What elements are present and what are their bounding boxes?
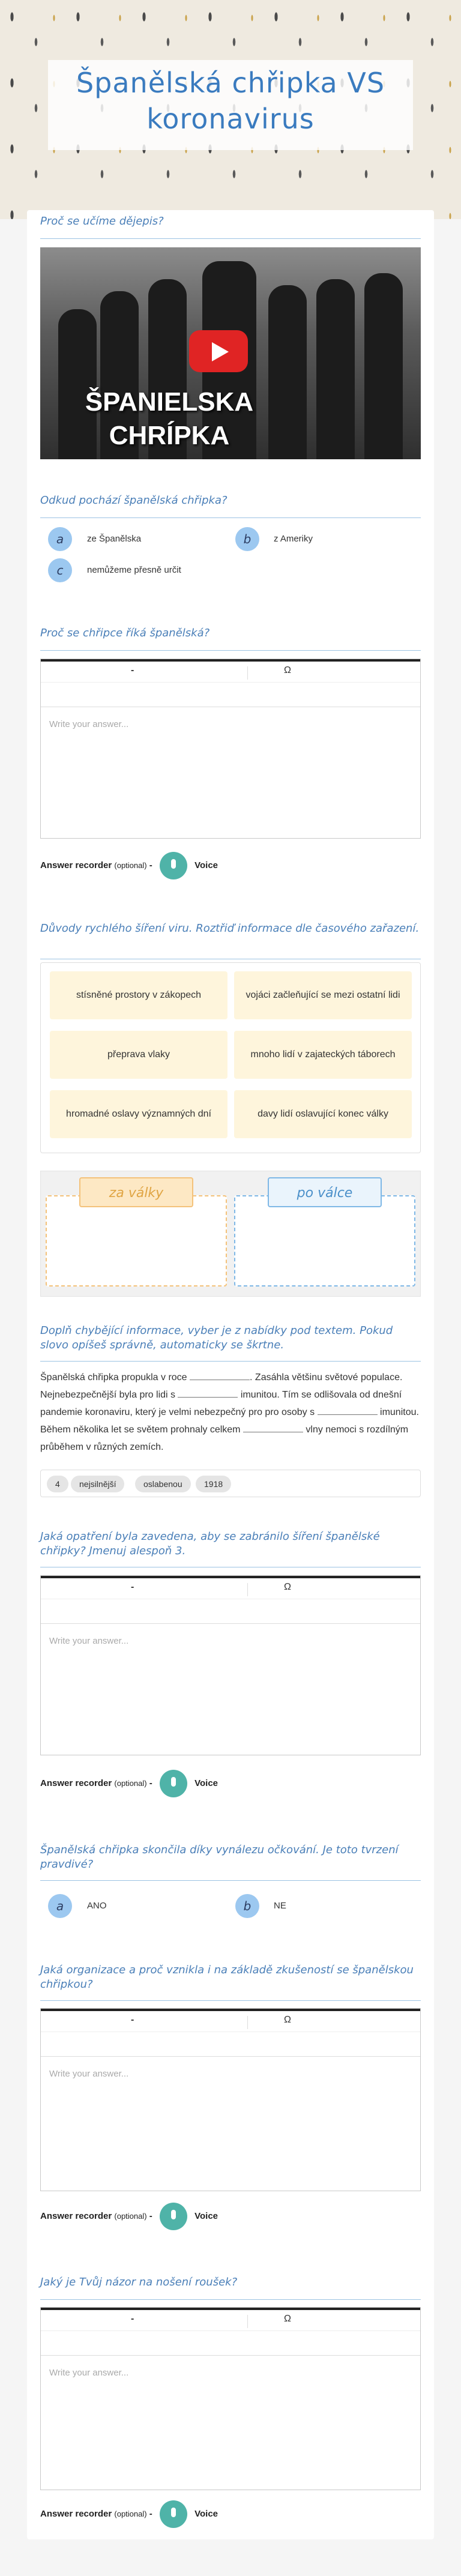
cloze-blank-input[interactable] — [318, 1405, 378, 1415]
voice-label[interactable]: Voice — [194, 1778, 218, 1788]
recorder-optional: (optional) — [114, 1779, 147, 1788]
recorder-optional: (optional) — [114, 861, 147, 870]
sort-card[interactable]: stísněné prostory v zákopech — [50, 971, 227, 1019]
video-figure — [268, 285, 307, 459]
option-bubble-c[interactable]: c — [48, 558, 72, 582]
toolbar-separator — [247, 2016, 248, 2029]
cloze-part: imunitou. Tím se odlišovala od dnešní pandemie koronaviru, který je velmi nebezpečný pro pro osoby s — [40, 1390, 402, 1417]
toolbar-divider — [41, 682, 420, 683]
sort-card[interactable]: hromadné oslavy významných dní — [50, 1090, 227, 1138]
word-token[interactable]: 1918 — [196, 1476, 231, 1492]
format-tool-button[interactable]: - — [131, 665, 134, 675]
cloze-part: vlny nemoci s rozdílným průběhem v různých zemích. — [40, 1425, 409, 1452]
word-bank — [40, 1470, 421, 1497]
answer-recorder — [40, 1770, 218, 1797]
editor-toolbar — [41, 2308, 420, 2356]
answer-editor[interactable] — [40, 659, 421, 839]
question-divider — [40, 2000, 421, 2001]
option-bubble-b[interactable]: b — [235, 527, 259, 551]
recorder-label: Answer recorder — [40, 1778, 112, 1788]
format-tool-button[interactable]: - — [131, 1582, 134, 1592]
toolbar-divider — [41, 2330, 420, 2331]
voice-label[interactable]: Voice — [194, 2509, 218, 2519]
question-divider — [40, 1880, 421, 1881]
question-title-2: Odkud pochází španělská chřipka? — [40, 494, 227, 507]
format-tool-button[interactable]: - — [131, 2015, 134, 2025]
toolbar-separator — [247, 666, 248, 680]
answer-editor[interactable] — [40, 2307, 421, 2490]
option-bubble-a[interactable]: a — [48, 1894, 72, 1918]
question-title-1: Proč se učíme dějepis? — [40, 215, 164, 228]
question-title-5: Doplň chybějící informace, vyber je z nabídky pod textem. Pokud slovo opíšeš správně, automaticky se škrtne. — [40, 1324, 393, 1351]
word-token[interactable]: 4 — [47, 1476, 68, 1492]
answer-placeholder: Write your answer... — [49, 2069, 129, 2079]
sorting-buckets — [40, 1171, 421, 1297]
question-divider — [40, 2299, 421, 2300]
option-text-b[interactable]: z Ameriky — [274, 534, 313, 544]
recorder-dash: - — [149, 860, 152, 870]
recorder-dash: - — [149, 1778, 152, 1788]
recorder-optional: (optional) — [114, 2212, 147, 2221]
bucket-after-war[interactable] — [234, 1195, 415, 1286]
play-button-icon[interactable] — [189, 330, 248, 372]
question-title-6: Jaká opatření byla zavedena, aby se zabránilo šíření španělské chřipky? Jmenuj alespoň 3. — [40, 1530, 380, 1557]
answer-editor[interactable] — [40, 1575, 421, 1755]
bucket-label-after: po válce — [268, 1177, 382, 1207]
sort-card[interactable]: mnoho lidí v zajateckých táborech — [234, 1031, 412, 1079]
special-character-icon[interactable]: Ω — [284, 665, 291, 675]
voice-label[interactable]: Voice — [194, 2211, 218, 2221]
question-title-9: Jaký je Tvůj názor na nošení roušek? — [40, 2276, 238, 2288]
option-text-b[interactable]: NE — [274, 1901, 286, 1911]
option-text-a[interactable]: ze Španělska — [87, 534, 142, 544]
cloze-blank-input[interactable] — [243, 1423, 303, 1432]
microphone-icon[interactable] — [160, 2500, 187, 2528]
question-title-7: Španělská chřipka skončila díky vynálezu očkování. Je toto tvrzení pravdivé? — [40, 1844, 399, 1871]
cloze-part: Španělská chřipka propukla v roce — [40, 1372, 190, 1383]
video-figure — [364, 273, 403, 459]
cloze-text — [40, 1369, 421, 1456]
recorder-label: Answer recorder — [40, 860, 112, 870]
microphone-icon[interactable] — [160, 852, 187, 879]
option-text-a[interactable]: ANO — [87, 1901, 107, 1911]
recorder-label: Answer recorder — [40, 2509, 112, 2519]
microphone-icon[interactable] — [160, 1770, 187, 1797]
page-title: Španělská chřipka VS koronavirus — [76, 67, 385, 135]
video-player[interactable] — [40, 247, 421, 459]
bucket-during-war[interactable] — [46, 1195, 227, 1286]
sort-card[interactable]: přeprava vlaky — [50, 1031, 227, 1079]
option-bubble-a[interactable]: a — [48, 527, 72, 551]
recorder-optional: (optional) — [114, 2509, 147, 2518]
bucket-label-war: za války — [79, 1177, 193, 1207]
question-title-3: Proč se chřipce říká španělská? — [40, 627, 210, 639]
answer-placeholder: Write your answer... — [49, 2368, 129, 2378]
special-character-icon[interactable]: Ω — [284, 2314, 291, 2324]
answer-placeholder: Write your answer... — [49, 1636, 129, 1646]
editor-toolbar — [41, 2009, 420, 2057]
editor-toolbar — [41, 659, 420, 707]
header-banner — [0, 0, 461, 219]
question-divider — [40, 650, 421, 651]
microphone-icon[interactable] — [160, 2203, 187, 2230]
answer-recorder — [40, 2203, 218, 2230]
sorting-card-pool — [40, 962, 421, 1153]
answer-editor[interactable] — [40, 2008, 421, 2191]
format-tool-button[interactable]: - — [131, 2314, 134, 2324]
word-token[interactable]: nejsilnější — [71, 1476, 124, 1492]
toolbar-separator — [247, 1583, 248, 1596]
special-character-icon[interactable]: Ω — [284, 1582, 291, 1592]
recorder-dash: - — [149, 2211, 152, 2221]
answer-recorder — [40, 852, 218, 879]
voice-label[interactable]: Voice — [194, 860, 218, 870]
question-divider — [40, 238, 421, 239]
toolbar-separator — [247, 2315, 248, 2328]
special-character-icon[interactable]: Ω — [284, 2015, 291, 2025]
answer-placeholder: Write your answer... — [49, 719, 129, 729]
editor-toolbar — [41, 1576, 420, 1624]
question-title-8: Jaká organizace a proč vznikla i na základě zkušeností se španělskou chřipkou? — [40, 1964, 414, 1991]
sort-card[interactable]: davy lidí oslavující konec války — [234, 1090, 412, 1138]
video-figure — [316, 279, 355, 459]
video-caption: ŠPANIELSKA CHRÍPKA — [85, 387, 254, 450]
sort-card[interactable]: vojáci začleňující se mezi ostatní lidi — [234, 971, 412, 1019]
word-token[interactable]: oslabenou — [135, 1476, 191, 1492]
answer-recorder — [40, 2500, 218, 2528]
option-bubble-b[interactable]: b — [235, 1894, 259, 1918]
question-divider — [40, 517, 421, 518]
question-divider — [40, 1361, 421, 1362]
option-text-c[interactable]: nemůžeme přesně určit — [87, 565, 181, 575]
cloze-blank-input[interactable] — [190, 1371, 250, 1380]
cloze-part: . Zasáhla většinu světové populace. Nejnebezpečnější byla pro lidi s — [40, 1372, 403, 1400]
cloze-part: imunitou. Během několika let se světem prohnaly celkem — [40, 1407, 419, 1435]
recorder-label: Answer recorder — [40, 2211, 112, 2221]
cloze-blank-input[interactable] — [178, 1388, 238, 1398]
question-title-4: Důvody rychlého šíření viru. Roztřiď informace dle časového zařazení. — [40, 922, 420, 935]
recorder-dash: - — [149, 2509, 152, 2519]
